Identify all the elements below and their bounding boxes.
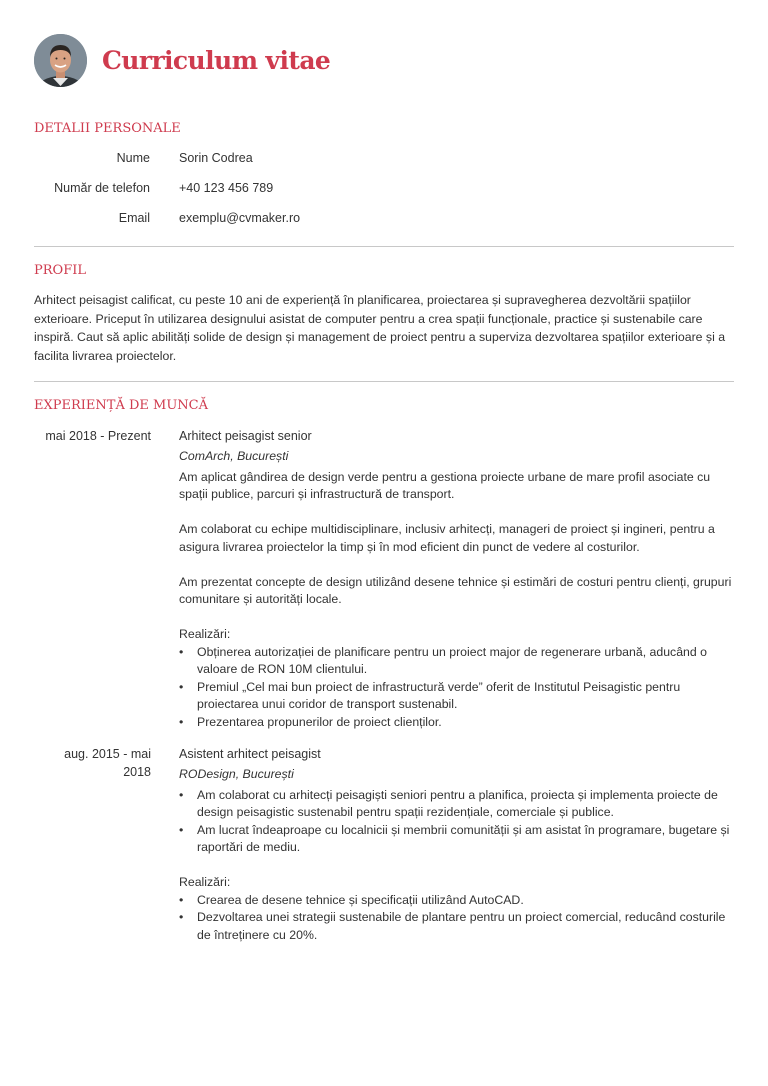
list-item-text: Prezentarea propunerilor de proiect clienților. [197, 714, 442, 729]
personal-value: Sorin Codrea [179, 151, 253, 165]
profile-text: Arhitect peisagist calificat, cu peste 10 ani de experiență în planificarea, proiectarea și supravegherea dezvoltării spațiilor exterioare. Priceput în utilizarea designului asistat de computer pentru a crea spații funcționale, practice și sustenabile care inspiră. Caut să aplic abilități solide de design și management de proiect pentru a superviza dezvoltarea spațiilor exterioare și a facilita livrarea proiectelor. [34, 293, 726, 363]
job-paragraph: Am aplicat gândirea de design verde pentru a gestiona proiecte urbane de mare profil asociate cu spații publice, parcuri și infrastructură de transport. [179, 469, 711, 501]
job-title: Arhitect peisagist senior [179, 429, 312, 443]
job-paragraph: Am prezentat concepte de design utilizând desene tehnice și estimări de costuri pentru clienți, grupuri comunitare și autorități locale. [179, 574, 732, 606]
list-item [179, 909, 739, 944]
bullet-icon: • [179, 910, 184, 924]
bullet-icon: • [179, 892, 184, 907]
personal-label: Email [118, 211, 150, 225]
bullet-icon: • [179, 679, 184, 694]
list-item-text: Obținerea autorizației de planificare pentru un proiect major de regenerare urbană, aducând o valoare de RON 10M clientului. [197, 644, 707, 676]
achievements-list [179, 892, 739, 945]
job-title: Asistent arhitect peisagist [179, 747, 321, 761]
list-item-text: Premiul „Cel mai bun proiect de infrastructură verde” oferit de Institutul Peisagistic pentru proiectarea unui coridor de transport sustenabil. [197, 679, 681, 711]
profile-photo [34, 34, 87, 87]
job-date: aug. 2015 - mai 2018 [64, 747, 151, 779]
job-entry [179, 745, 739, 944]
personal-label: Număr de telefon [54, 181, 150, 195]
bullet-icon: • [179, 787, 184, 802]
job-date: mai 2018 - Prezent [45, 429, 151, 443]
list-item [179, 714, 739, 732]
personal-row-email [0, 211, 768, 229]
job-company: ComArch, București [179, 449, 289, 463]
bullet-icon: • [179, 644, 184, 659]
list-item-text: Dezvoltarea unei strategii sustenabile de plantare pentru un proiect comercial, reducând costurile de întreținere cu 20%. [197, 910, 726, 942]
job-bullets [179, 787, 739, 857]
list-item [179, 892, 739, 910]
bullet-icon: • [179, 822, 184, 837]
job-paragraph: Am colaborat cu echipe multidisciplinare, inclusiv arhitecți, manageri de proiect și ingineri, pentru a asigura livrarea proiectelor la timp și în mod eficient din punct de vedere al costurilor. [179, 522, 715, 554]
cv-header [34, 34, 330, 87]
achievements-label: Realizări: [179, 875, 231, 889]
list-item [179, 644, 739, 679]
list-item-text: Am lucrat îndeaproape cu localnicii și membrii comunității și am asistat în programare, bugetare și raportări de mediu. [197, 822, 730, 854]
personal-row-name [0, 151, 768, 169]
personal-value: exemplu@cvmaker.ro [179, 211, 301, 225]
list-item-text: Am colaborat cu arhitecți peisagiști seniori pentru a planifica, proiecta și implementa proiecte de design peisagistic sustenabil pentru spații rezidențiale, comerciale și publice. [197, 787, 718, 819]
section-heading-experience: EXPERIENȚĂ DE MUNCĂ [34, 398, 208, 413]
job-entry [179, 427, 739, 731]
job-company: RODesign, București [179, 767, 294, 781]
list-item-text: Crearea de desene tehnice și specificații utilizând AutoCAD. [197, 892, 524, 907]
section-divider [34, 246, 734, 247]
list-item [179, 787, 739, 822]
page-title: Curriculum vitae [102, 46, 331, 75]
personal-label: Nume [116, 151, 150, 165]
achievements-list [179, 644, 739, 732]
list-item [179, 822, 739, 857]
achievements-label: Realizări: [179, 627, 231, 641]
personal-row-phone [0, 181, 768, 199]
section-heading-personal: DETALII PERSONALE [34, 121, 181, 136]
bullet-icon: • [179, 714, 184, 729]
list-item [179, 679, 739, 714]
section-divider [34, 381, 734, 382]
section-heading-profile: PROFIL [34, 263, 86, 278]
personal-value: +40 123 456 789 [179, 181, 274, 195]
